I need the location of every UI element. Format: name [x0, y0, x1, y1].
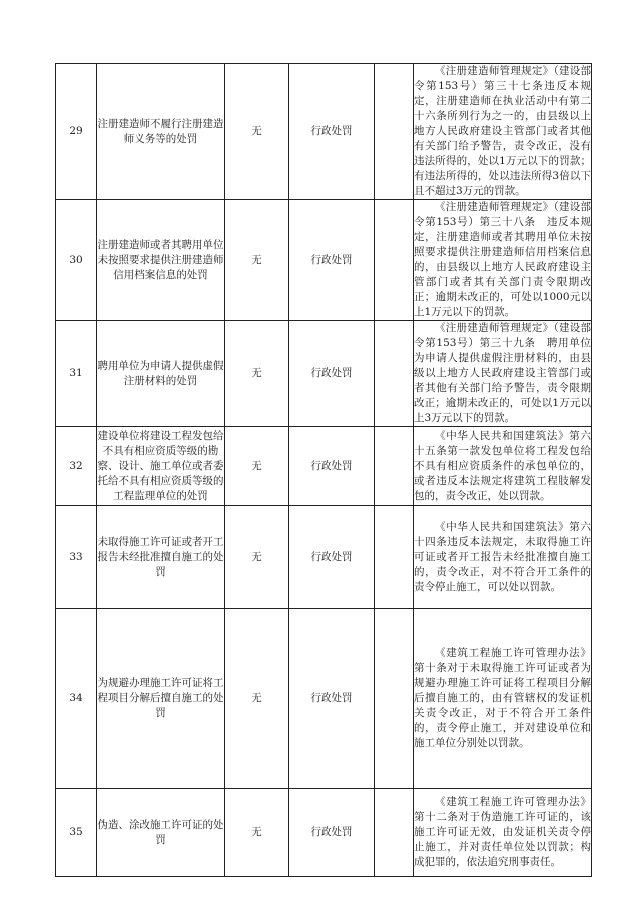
empty-cell — [375, 321, 414, 427]
power-type: 行政处罚 — [289, 200, 375, 321]
empty-cell — [375, 64, 414, 200]
item-name: 为规避办理施工许可证将工程项目分解后擅自施工的处罚 — [97, 609, 225, 789]
table-row — [56, 789, 592, 877]
item-name: 未取得施工许可证或者开工报告未经批准擅自施工的处罚 — [97, 506, 225, 609]
empty-cell — [375, 609, 414, 789]
item-name: 伪造、涂改施工许可证的处罚 — [97, 789, 225, 877]
table-row — [56, 506, 592, 609]
legal-basis: 《注册建造师管理规定》（建设部令第153号）第三十九条 聘用单位为申请人提供虚假注册材料的，由县级以上地方人民政府建设主管部门或者其他有关部门给予警告，责令限期改正；逾期未改正的，可处以1万元以上3万元以下的罚款。 — [414, 321, 592, 427]
item-name: 注册建造师不履行注册建造师义务等的处罚 — [97, 64, 225, 200]
row-number: 30 — [56, 200, 97, 321]
power-type: 行政处罚 — [289, 321, 375, 427]
legal-basis: 《注册建造师管理规定》（建设部令第153号）第三十七条违反本规定，注册建造师在执业活动中有第二十六条所列行为之一的，由县级以上地方人民政府建设主管部门或者其他有关部门给予警告，责令改正，没有违法所得的，处以1万元以下的罚款；有违法所得的，处以违法所得3倍以下且不超过3万元的罚款。 — [414, 64, 592, 200]
legal-basis: 《建筑工程施工许可管理办法》第十二条对于伪造施工许可证的，该施工许可证无效，由发证机关责令停止施工，并对责任单位处以罚款；构成犯罪的，依法追究刑事责任。 — [414, 789, 592, 877]
row-number: 34 — [56, 609, 97, 789]
table-row — [56, 609, 592, 789]
power-type: 行政处罚 — [289, 789, 375, 877]
duplicate-flag: 无 — [225, 64, 289, 200]
duplicate-flag: 无 — [225, 789, 289, 877]
legal-basis: 《注册建造师管理规定》（建设部令第153号）第三十八条 违反本规定，注册建造师或者其聘用单位未按照要求提供注册建造师信用档案信息的，由县级以上地方人民政府建设主管部门或者其有关部门责令限期改正；逾期未改正的，可处以1000元以上1万元以下的罚款。 — [414, 200, 592, 321]
table-row — [56, 64, 592, 200]
row-number: 29 — [56, 64, 97, 200]
power-type: 行政处罚 — [289, 427, 375, 506]
duplicate-flag: 无 — [225, 200, 289, 321]
item-name: 注册建造师或者其聘用单位未按照要求提供注册建造师信用档案信息的处罚 — [97, 200, 225, 321]
row-number: 33 — [56, 506, 97, 609]
duplicate-flag: 无 — [225, 609, 289, 789]
item-name: 聘用单位为申请人提供虚假注册材料的处罚 — [97, 321, 225, 427]
row-number: 32 — [56, 427, 97, 506]
table-row — [56, 200, 592, 321]
power-type: 行政处罚 — [289, 609, 375, 789]
duplicate-flag: 无 — [225, 321, 289, 427]
empty-cell — [375, 506, 414, 609]
legal-basis: 《中华人民共和国建筑法》第六十四条违反本法规定，未取得施工许可证或者开工报告未经批准擅自施工的，责令改正，对不符合开工条件的责令停止施工，可以处以罚款。 — [414, 506, 592, 609]
penalty-table — [55, 63, 592, 877]
table-row — [56, 321, 592, 427]
table-row — [56, 427, 592, 506]
legal-basis: 《中华人民共和国建筑法》第六十五条第一款发包单位将工程发包给不具有相应资质条件的承包单位的，或者违反本法规定将建筑工程肢解发包的，责令改正，处以罚款。 — [414, 427, 592, 506]
power-type: 行政处罚 — [289, 506, 375, 609]
empty-cell — [375, 427, 414, 506]
duplicate-flag: 无 — [225, 506, 289, 609]
legal-basis: 《建筑工程施工许可管理办法》第十条对于未取得施工许可证或者为规避办理施工许可证将工程项目分解后擅自施工的，由有管辖权的发证机关责令改正，对于不符合开工条件的，责令停止施工，并对建设单位和施工单位分别处以罚款。 — [414, 609, 592, 789]
row-number: 31 — [56, 321, 97, 427]
item-name: 建设单位将建设工程发包给不具有相应资质等级的勘察、设计、施工单位或者委托给不具有相应资质等级的工程监理单位的处罚 — [97, 427, 225, 506]
duplicate-flag: 无 — [225, 427, 289, 506]
power-type: 行政处罚 — [289, 64, 375, 200]
empty-cell — [375, 200, 414, 321]
empty-cell — [375, 789, 414, 877]
row-number: 35 — [56, 789, 97, 877]
